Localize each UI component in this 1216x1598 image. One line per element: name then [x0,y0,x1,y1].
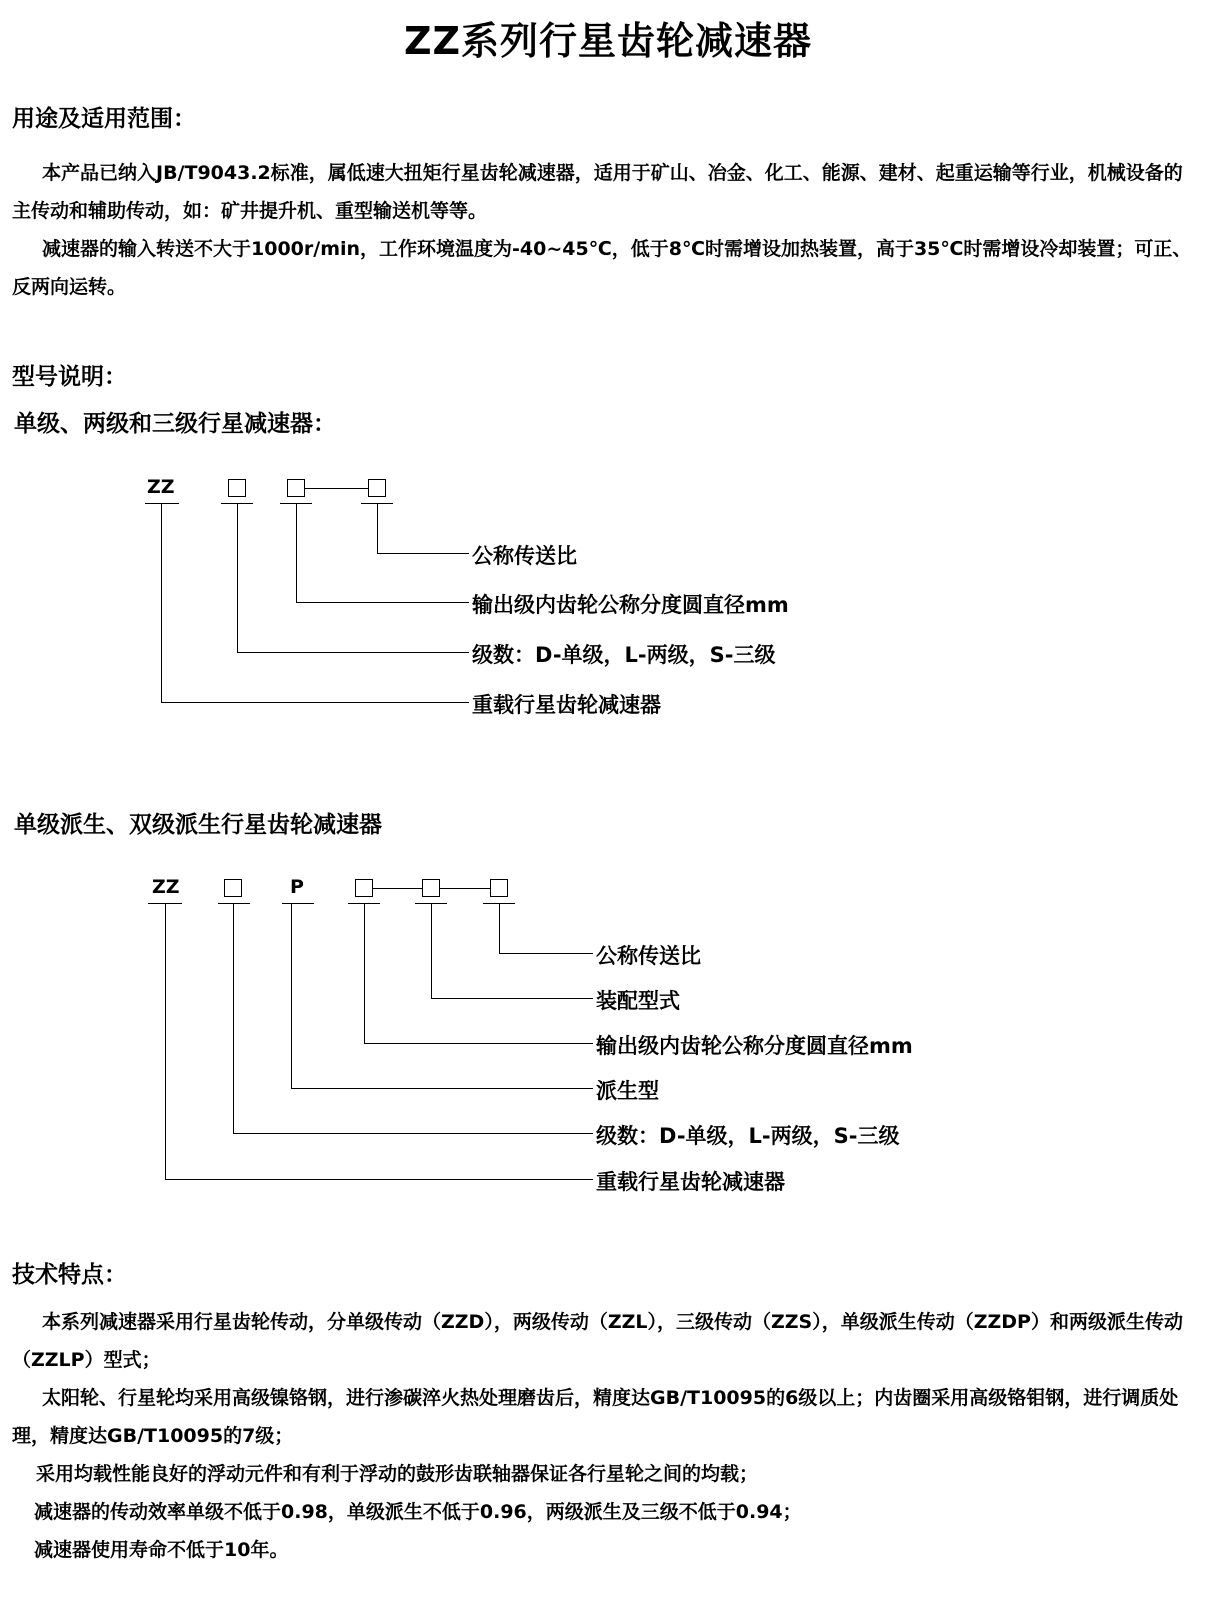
placeholder-box [490,879,508,897]
diagram2-heading: 单级派生、双级派生行星齿轮减速器 [14,812,382,838]
leader-horizontal [377,553,469,554]
callout-label: 级数：D-单级，L-两级，S-三级 [472,643,776,667]
leader-horizontal [237,652,469,653]
tech-para-4: 减速器的传动效率单级不低于0.98，单级派生不低于0.96，两级派生及三级不低于0.94； [34,1501,802,1523]
leader-horizontal [364,1043,593,1044]
usage-para-2: 减速器的输入转送不大于1000r/min，工作环境温度为-40~45℃，低于8℃时需增设加热装置，高于35℃时需增设冷却装置；可正、反两向运转。 [12,238,1192,298]
placeholder-box [368,479,386,497]
callout-label: 派生型 [596,1079,659,1103]
callout-label: 输出级内齿轮公称分度圆直径mm [472,593,789,617]
placeholder-box [287,479,305,497]
leader-horizontal [291,1088,593,1089]
leader-horizontal [161,702,469,703]
leader-vertical [237,503,238,652]
leader-horizontal [499,953,593,954]
leader-vertical [499,903,500,953]
tech-para-3: 采用均载性能良好的浮动元件和有利于浮动的鼓形齿联轴器保证各行星轮之间的均载； [36,1463,759,1485]
placeholder-box [355,879,373,897]
underline [145,503,179,504]
tech-para-2: 太阳轮、行星轮均采用高级镍铬钢，进行渗碳淬火热处理磨齿后，精度达GB/T10095的6级以上；内齿圈采用高级铬钼钢，进行调质处理，精度达GB/T10095的7级； [12,1387,1179,1447]
connector-line [440,888,490,889]
leader-vertical [161,503,162,702]
usage-para-1: 本产品已纳入JB/T9043.2标准，属低速大扭矩行星齿轮减速器，适用于矿山、冶金、化工、能源、建材、起重运输等行业，机械设备的主传动和辅助传动，如：矿井提升机、重型输送机等等。 [12,162,1183,222]
tech-para-5: 减速器使用寿命不低于10年。 [34,1539,289,1561]
leader-horizontal [233,1133,593,1134]
callout-label: 输出级内齿轮公称分度圆直径mm [596,1034,913,1058]
usage-heading: 用途及适用范围： [12,106,196,132]
leader-vertical [296,503,297,602]
tech-paragraphs [12,1303,1200,1569]
leader-vertical [364,903,365,1043]
callout-label: 公称传送比 [472,544,577,568]
leader-vertical [165,903,166,1179]
page-title: ZZ系列行星齿轮减速器 [403,19,813,63]
code-p: P [290,876,304,898]
underline [218,903,250,904]
leader-horizontal [165,1179,593,1180]
tech-para-1: 本系列减速器采用行星齿轮传动，分单级传动（ZZD），两级传动（ZZL），三级传动（ZZS），单级派生传动（ZZDP）和两级派生传动（ZZLP）型式； [12,1311,1183,1371]
underline [282,903,314,904]
placeholder-box [228,479,246,497]
callout-label: 重载行星齿轮减速器 [472,693,661,717]
diagram1-heading: 单级、两级和三级行星减速器： [14,411,336,437]
code-zz: ZZ [147,476,175,498]
leader-horizontal [296,602,469,603]
connector-line [373,888,422,889]
connector-line [305,488,368,489]
code-zz: ZZ [152,876,180,898]
callout-label: 公称传送比 [596,944,701,968]
placeholder-box [422,879,440,897]
callout-label: 级数：D-单级，L-两级，S-三级 [596,1124,900,1148]
leader-vertical [431,903,432,998]
model-heading: 型号说明： [12,364,127,390]
leader-horizontal [431,998,593,999]
tech-heading: 技术特点： [12,1262,127,1288]
leader-vertical [291,903,292,1088]
leader-vertical [377,503,378,553]
callout-label: 装配型式 [596,989,680,1013]
placeholder-box [224,879,242,897]
callout-label: 重载行星齿轮减速器 [596,1170,785,1194]
usage-paragraphs [12,154,1200,306]
leader-vertical [233,903,234,1133]
